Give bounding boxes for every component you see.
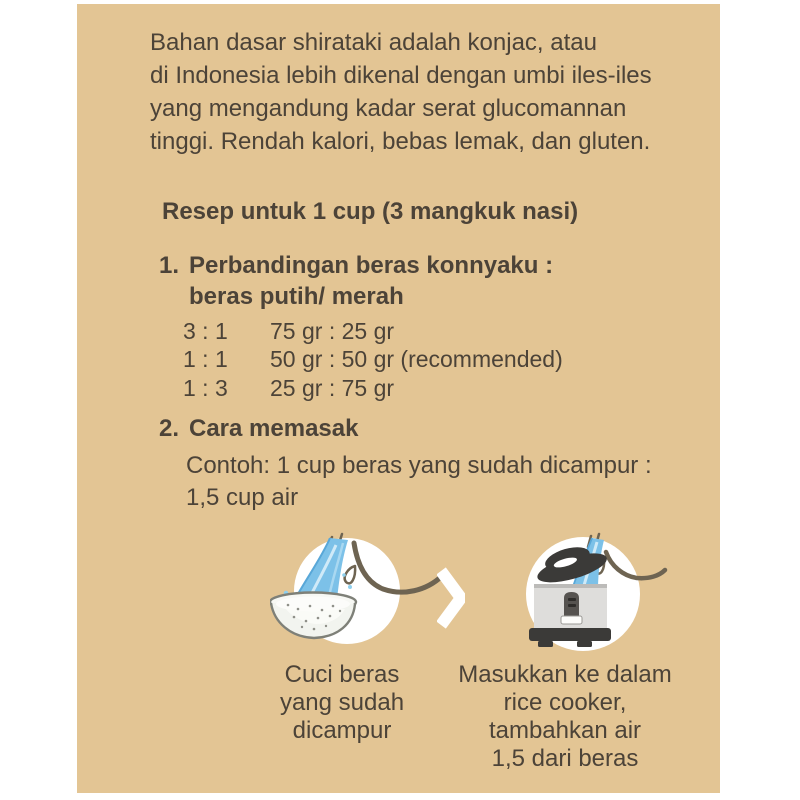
step-2-heading bbox=[159, 413, 358, 444]
caption-rice-cooker bbox=[455, 661, 675, 773]
intro-paragraph bbox=[150, 26, 652, 158]
caption-line: dicampur bbox=[292, 717, 392, 744]
recipe-title: Resep untuk 1 cup (3 mangkuk nasi) bbox=[162, 198, 579, 225]
example-line2: 1,5 cup air bbox=[186, 484, 299, 511]
ratio-value: 1 : 1 bbox=[183, 346, 228, 373]
caption-line: tambahkan air bbox=[488, 717, 642, 744]
cooking-example bbox=[186, 450, 652, 514]
rice-cooker-icon bbox=[513, 532, 673, 652]
intro-line: tinggi. Rendah kalori, bebas lemak, dan gluten. bbox=[150, 128, 651, 155]
ratio-table bbox=[183, 317, 563, 403]
wash-rice-bowl-icon bbox=[270, 529, 450, 649]
caption-line: rice cooker, bbox=[503, 689, 627, 716]
intro-line: yang mengandung kadar serat glucomannan bbox=[150, 95, 627, 122]
gram-value: 25 gr : 75 gr bbox=[270, 374, 395, 401]
example-line1: Contoh: 1 cup beras yang sudah dicampur : bbox=[186, 452, 652, 479]
chevron-right-icon bbox=[437, 567, 465, 629]
ratio-value: 1 : 3 bbox=[183, 374, 228, 401]
ratio-row bbox=[183, 346, 563, 375]
gram-value: 50 gr : 50 gr (recommended) bbox=[270, 346, 563, 373]
gram-value: 75 gr : 25 gr bbox=[270, 317, 395, 344]
caption-wash-rice bbox=[267, 661, 417, 745]
caption-line: yang sudah bbox=[279, 689, 405, 716]
intro-line: Bahan dasar shirataki adalah konjac, atau bbox=[150, 29, 597, 56]
caption-line: Masukkan ke dalam bbox=[458, 661, 672, 688]
step-1-number: 1. bbox=[159, 252, 180, 279]
caption-line: 1,5 dari beras bbox=[491, 745, 639, 772]
step-1-heading-line1: Perbandingan beras konnyaku : bbox=[189, 252, 554, 279]
step-2-number: 2. bbox=[159, 415, 180, 442]
caption-line: Cuci beras bbox=[284, 661, 400, 688]
ratio-row bbox=[183, 317, 563, 346]
intro-line: di Indonesia lebih dikenal dengan umbi iles-iles bbox=[150, 62, 652, 89]
step-1-heading-line2: beras putih/ merah bbox=[189, 283, 404, 310]
recipe-panel bbox=[77, 4, 720, 793]
ratio-value: 3 : 1 bbox=[183, 317, 228, 344]
ratio-row bbox=[183, 374, 563, 403]
step-2-heading-text: Cara memasak bbox=[189, 415, 359, 442]
step-1-heading-text bbox=[189, 250, 553, 312]
step-1-heading bbox=[159, 250, 553, 312]
